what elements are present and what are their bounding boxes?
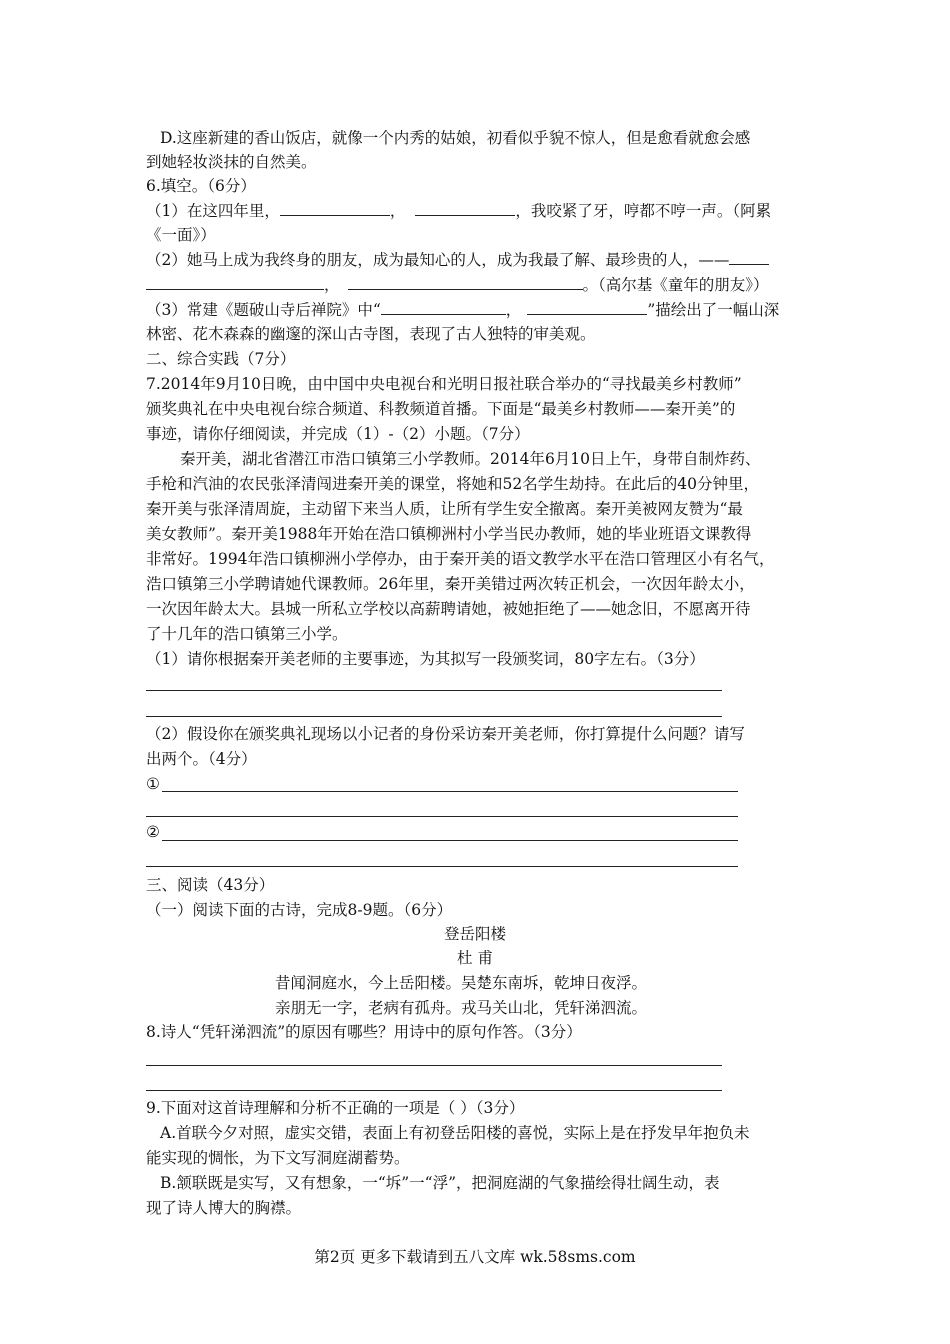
- q6-blank-1[interactable]: [280, 199, 390, 216]
- q6-blank-5[interactable]: [381, 298, 506, 315]
- answer-line-1[interactable]: [162, 791, 738, 792]
- q6-item2-suffix: 。（高尔基《童年的朋友》）: [582, 276, 769, 294]
- q6-title: 6.填空。（6分）: [146, 177, 256, 195]
- q6-blank-3a[interactable]: [729, 248, 769, 265]
- q6-item1-source: 《一面》）: [146, 226, 216, 244]
- poem-line: 亲朋无一字，老病有孤舟。戎马关山北，凭轩涕泗流。: [275, 999, 648, 1017]
- q6-item1-suffix: ，我咬紧了牙，哼都不哼一声。（阿累: [515, 202, 772, 220]
- q6-blank-3[interactable]: [146, 273, 324, 290]
- q6-item2-text: （2）她马上成为我终身的朋友，成为最知心的人，成为我最了解、最珍贵的人，——: [146, 251, 730, 269]
- q7-line3: 事迹，请你仔细阅读，并完成（1）-（2）小题。（7分）: [146, 425, 530, 443]
- q6-item3-line1: [146, 298, 779, 322]
- q6-item2-line2: [146, 273, 769, 297]
- q6-item3-suffix: ”描绘出了一幅山深: [647, 301, 780, 319]
- q9-option-b-line1: B.颔联既是实写，又有想象，一“坼”一“浮”，把洞庭湖的气象描绘得壮阔生动，表: [160, 1174, 720, 1192]
- answer-line[interactable]: [146, 1065, 722, 1066]
- q6-item3-mid: ，: [505, 301, 522, 319]
- q6-item2-line1: [146, 248, 769, 272]
- answer-mark-2: ②: [146, 823, 160, 841]
- passage-line: 一次因年龄太大。县城一所私立学校以高薪聘请她，被她拒绝了——她念旧，不愿离开待: [146, 600, 751, 618]
- q7-sub2-line2: 出两个。（4分）: [146, 750, 257, 768]
- answer-line[interactable]: [146, 1090, 722, 1091]
- section2-title: 二、综合实践（7分）: [146, 350, 296, 368]
- q9: 9.下面对这首诗理解和分析不正确的一项是（ ）（3分）: [146, 1099, 525, 1117]
- q5-option-d-line1: D.这座新建的香山饭店，就像一个内秀的姑娘，初看似乎貌不惊人，但是愈看就愈会感: [160, 129, 751, 147]
- answer-mark-1: ①: [146, 775, 160, 793]
- q7-sub1: （1）请你根据秦开美老师的主要事迹，为其拟写一段颁奖词，80字左右。（3分）: [146, 650, 705, 668]
- section3-title: 三、阅读（43分）: [146, 876, 275, 894]
- section3-part1: （一）阅读下面的古诗，完成8-9题。（6分）: [146, 901, 453, 919]
- passage-line: 手枪和汽油的农民张泽清闯进秦开美的课堂，将她和52名学生劫持。在此后的40分钟里，: [146, 475, 759, 493]
- q6-item3-line2: 林密、花木森森的幽邃的深山古寺图，表现了古人独特的审美观。: [146, 325, 596, 343]
- passage-line: 了十几年的浩口镇第三小学。: [146, 625, 348, 643]
- q6-blank-4[interactable]: [348, 273, 583, 290]
- q6-blank-6[interactable]: [527, 298, 647, 315]
- q9-option-b-line2: 现了诗人博大的胸襟。: [146, 1199, 302, 1217]
- q6-item3-prefix: （3）常建《题破山寺后禅院》中“: [146, 301, 381, 319]
- poem-title: 登岳阳楼: [443, 925, 506, 943]
- q6-item1-mid: ，: [389, 202, 406, 220]
- answer-line-2[interactable]: [162, 840, 738, 841]
- q6-item2-mid: ，: [324, 276, 340, 294]
- q7-line1: 7.2014年9月10日晚，由中国中央电视台和光明日报社联合举办的“寻找最美乡村教师”: [146, 375, 742, 393]
- q8: 8.诗人“凭轩涕泗流”的原因有哪些？用诗中的原句作答。（3分）: [146, 1023, 582, 1041]
- answer-line[interactable]: [146, 816, 738, 817]
- q7-sub2-line1: （2）假设你在颁奖典礼现场以小记者的身份采访秦开美老师，你打算提什么问题？请写: [146, 725, 745, 743]
- answer-line[interactable]: [146, 866, 738, 867]
- passage-line: 秦开美与张泽清周旋，主动留下来当人质，让所有学生安全撤离。秦开美被网友赞为“最: [146, 500, 743, 518]
- page-footer: 第2页 更多下载请到五八文库 wk.58sms.com: [314, 1248, 636, 1266]
- q6-blank-2[interactable]: [415, 199, 515, 216]
- poem-line: 昔闻洞庭水，今上岳阳楼。吴楚东南坼，乾坤日夜浮。: [275, 974, 648, 992]
- q6-item1-prefix: （1）在这四年里，: [146, 202, 280, 220]
- passage-line: 浩口镇第三小学聘请她代课教师。26年里，秦开美错过两次转正机会，一次因年龄太小，: [146, 575, 755, 593]
- poem-author: 杜 甫: [457, 949, 493, 967]
- passage-line: 美女教师”。秦开美1988年开始在浩口镇柳洲村小学当民办教师，她的毕业班语文课教得: [146, 525, 752, 543]
- q6-item1: [146, 199, 771, 223]
- answer-line[interactable]: [146, 690, 722, 691]
- q5-option-d-line2: 到她轻妆淡抹的自然美。: [146, 153, 317, 171]
- q7-line2: 颁奖典礼在中央电视台综合频道、科教频道首播。下面是“最美乡村教师——秦开美”的: [146, 400, 736, 418]
- q9-option-a-line1: A.首联今夕对照，虚实交错，表面上有初登岳阳楼的喜悦，实际上是在抒发早年抱负未: [160, 1124, 750, 1142]
- q9-option-a-line2: 能实现的惆怅，为下文写洞庭湖蓄势。: [146, 1149, 410, 1167]
- passage-line: 非常好。1994年浩口镇柳洲小学停办，由于秦开美的语文教学水平在浩口管理区小有名气，: [146, 550, 775, 568]
- passage-line: 秦开美，湖北省潜江市浩口镇第三小学教师。2014年6月10日上午，身带自制炸药、: [180, 450, 761, 468]
- answer-line[interactable]: [146, 716, 722, 717]
